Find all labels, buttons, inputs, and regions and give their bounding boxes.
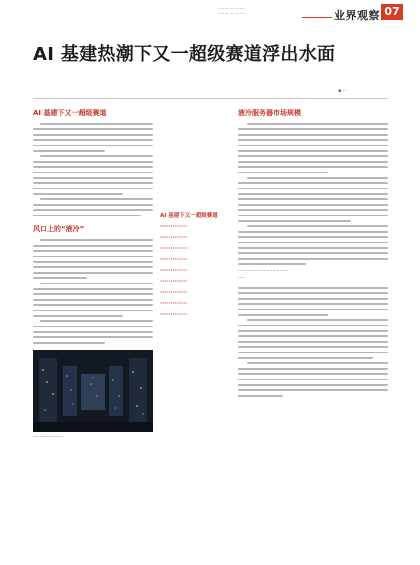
header-rule <box>302 17 332 18</box>
title-divider <box>33 98 388 99</box>
subhead-3: 液冷服务器市场规模 <box>238 109 301 117</box>
article-title: AI 基建热潮下又一超级赛道浮出水面 <box>33 44 336 65</box>
data-center-photo <box>33 350 153 432</box>
issue-meta-line-2: ······················ <box>218 11 246 16</box>
pullquote <box>160 211 230 321</box>
column-3 <box>238 108 388 397</box>
pullquote-line: AI 基建下又一超级赛道 <box>160 213 218 219</box>
body-text-4 <box>238 287 388 397</box>
body-text-3 <box>238 123 388 265</box>
subhead-2: 风口上的“液冷” <box>33 225 85 234</box>
figure-caption <box>238 268 388 282</box>
issue-meta <box>218 6 308 16</box>
issue-meta-line-1: ····················· <box>218 6 245 11</box>
photo-caption: ··················· <box>33 433 64 440</box>
pullquote-line: ············· <box>160 312 188 318</box>
byline: ▪ ··· <box>338 88 348 94</box>
pullquote-line: ············· <box>160 224 188 230</box>
body-text-1 <box>33 123 153 216</box>
pullquote-line: ············· <box>160 268 188 274</box>
figure-caption-line-1: ··································· <box>238 268 289 274</box>
pullquote-line: ············· <box>160 290 188 296</box>
figure-caption-line-2: ····· <box>238 275 246 281</box>
pullquote-line: ············· <box>160 257 188 263</box>
page-number: 07 <box>381 4 403 20</box>
pullquote-line: ············· <box>160 279 188 285</box>
page-header <box>0 0 420 26</box>
server-room-image <box>33 350 153 432</box>
column-1 <box>33 108 153 440</box>
pullquote-line: ············· <box>160 246 188 252</box>
body-text-2 <box>33 239 153 343</box>
subhead-1: AI 基建下又一超级赛道 <box>33 109 107 117</box>
pullquote-line: ············· <box>160 301 188 307</box>
section-name: 业界观察 <box>334 9 380 22</box>
pullquote-line: ············· <box>160 235 188 241</box>
